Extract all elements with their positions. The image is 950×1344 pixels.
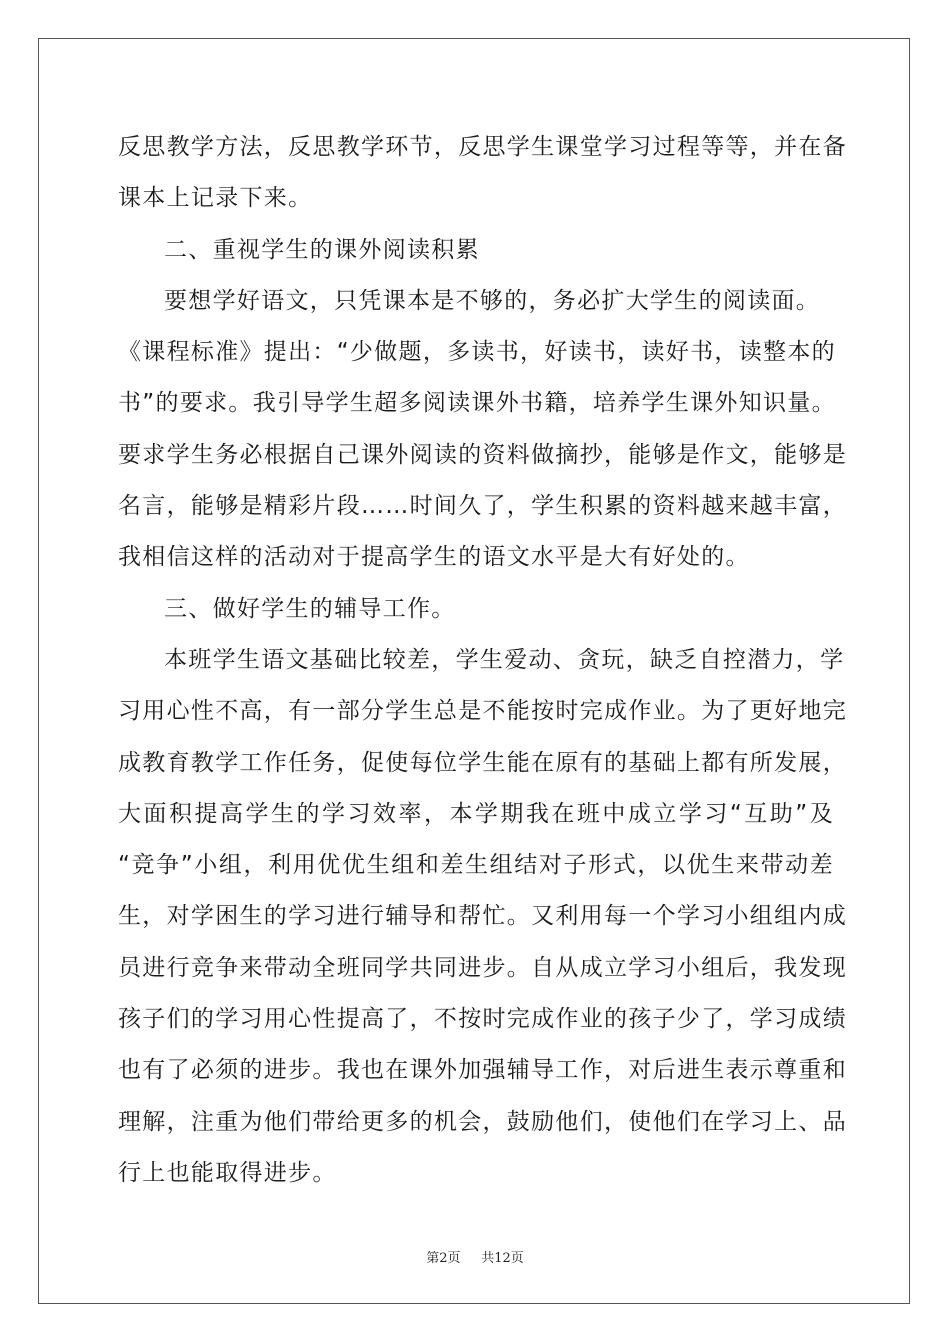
text-line: 也有了必须的进步。我也在课外加强辅导工作，对后进生表示尊重和 xyxy=(118,1057,847,1084)
page-number: 第2页 xyxy=(426,1251,461,1266)
page-total: 共12页 xyxy=(481,1251,524,1266)
document-body xyxy=(118,122,847,1199)
text-line: 大面积提高学生的学习效率，本学期我在班中成立学习“互助”及 xyxy=(118,800,834,827)
text-line: 理解，注重为他们带给更多的机会，鼓励他们，使他们在学习上、品 xyxy=(118,1108,847,1135)
text-line: 书”的要求。我引导学生超多阅读课外书籍，培养学生课外知识量。 xyxy=(118,390,836,417)
text-line: 反思教学方法，反思教学环节，反思学生课堂学习过程等等，并在备 xyxy=(118,134,847,160)
text-line: 课本上记录下来。 xyxy=(118,185,313,212)
text-line: 我相信这样的活动对于提高学生的语文水平是大有好处的。 xyxy=(118,544,750,571)
text-line: 本班学生语文基础比较差，学生爱动、贪玩，缺乏自控潜力，学 xyxy=(164,646,845,673)
text-line: 《课程标准》提出：“少做题，多读书，好读书，读好书，读整本的 xyxy=(118,339,836,366)
section-heading: 三、做好学生的辅导工作。 xyxy=(164,595,456,622)
text-line: 要求学生务必根据自己课外阅读的资料做摘抄，能够是作文，能够是 xyxy=(118,441,847,468)
text-line: 生，对学困生的学习进行辅导和帮忙。又利用每一个学习小组组内成 xyxy=(118,903,847,930)
text-line: 名言，能够是精彩片段……时间久了，学生积累的资料越来越丰富， xyxy=(118,493,847,520)
text-line: “竞争”小组，利用优优生组和差生组结对子形式，以优生来带动差 xyxy=(118,852,834,879)
text-line: 孩子们的学习用心性提高了，不按时完成作业的孩子少了，学习成绩 xyxy=(118,1006,847,1033)
page-footer xyxy=(0,1247,950,1266)
text-line: 行上也能取得进步。 xyxy=(118,1159,337,1186)
text-line: 习用心性不高，有一部分学生总是不能按时完成作业。为了更好地完 xyxy=(118,698,847,725)
section-heading: 二、重视学生的课外阅读积累 xyxy=(164,236,480,263)
text-line: 要想学好语文，只凭课本是不够的，务必扩大学生的阅读面。 xyxy=(164,287,821,314)
text-line: 成教育教学工作任务，促使每位学生能在原有的基础上都有所发展， xyxy=(118,749,847,776)
text-line: 员进行竞争来带动全班同学共同进步。自从成立学习小组后，我发现 xyxy=(118,954,847,981)
